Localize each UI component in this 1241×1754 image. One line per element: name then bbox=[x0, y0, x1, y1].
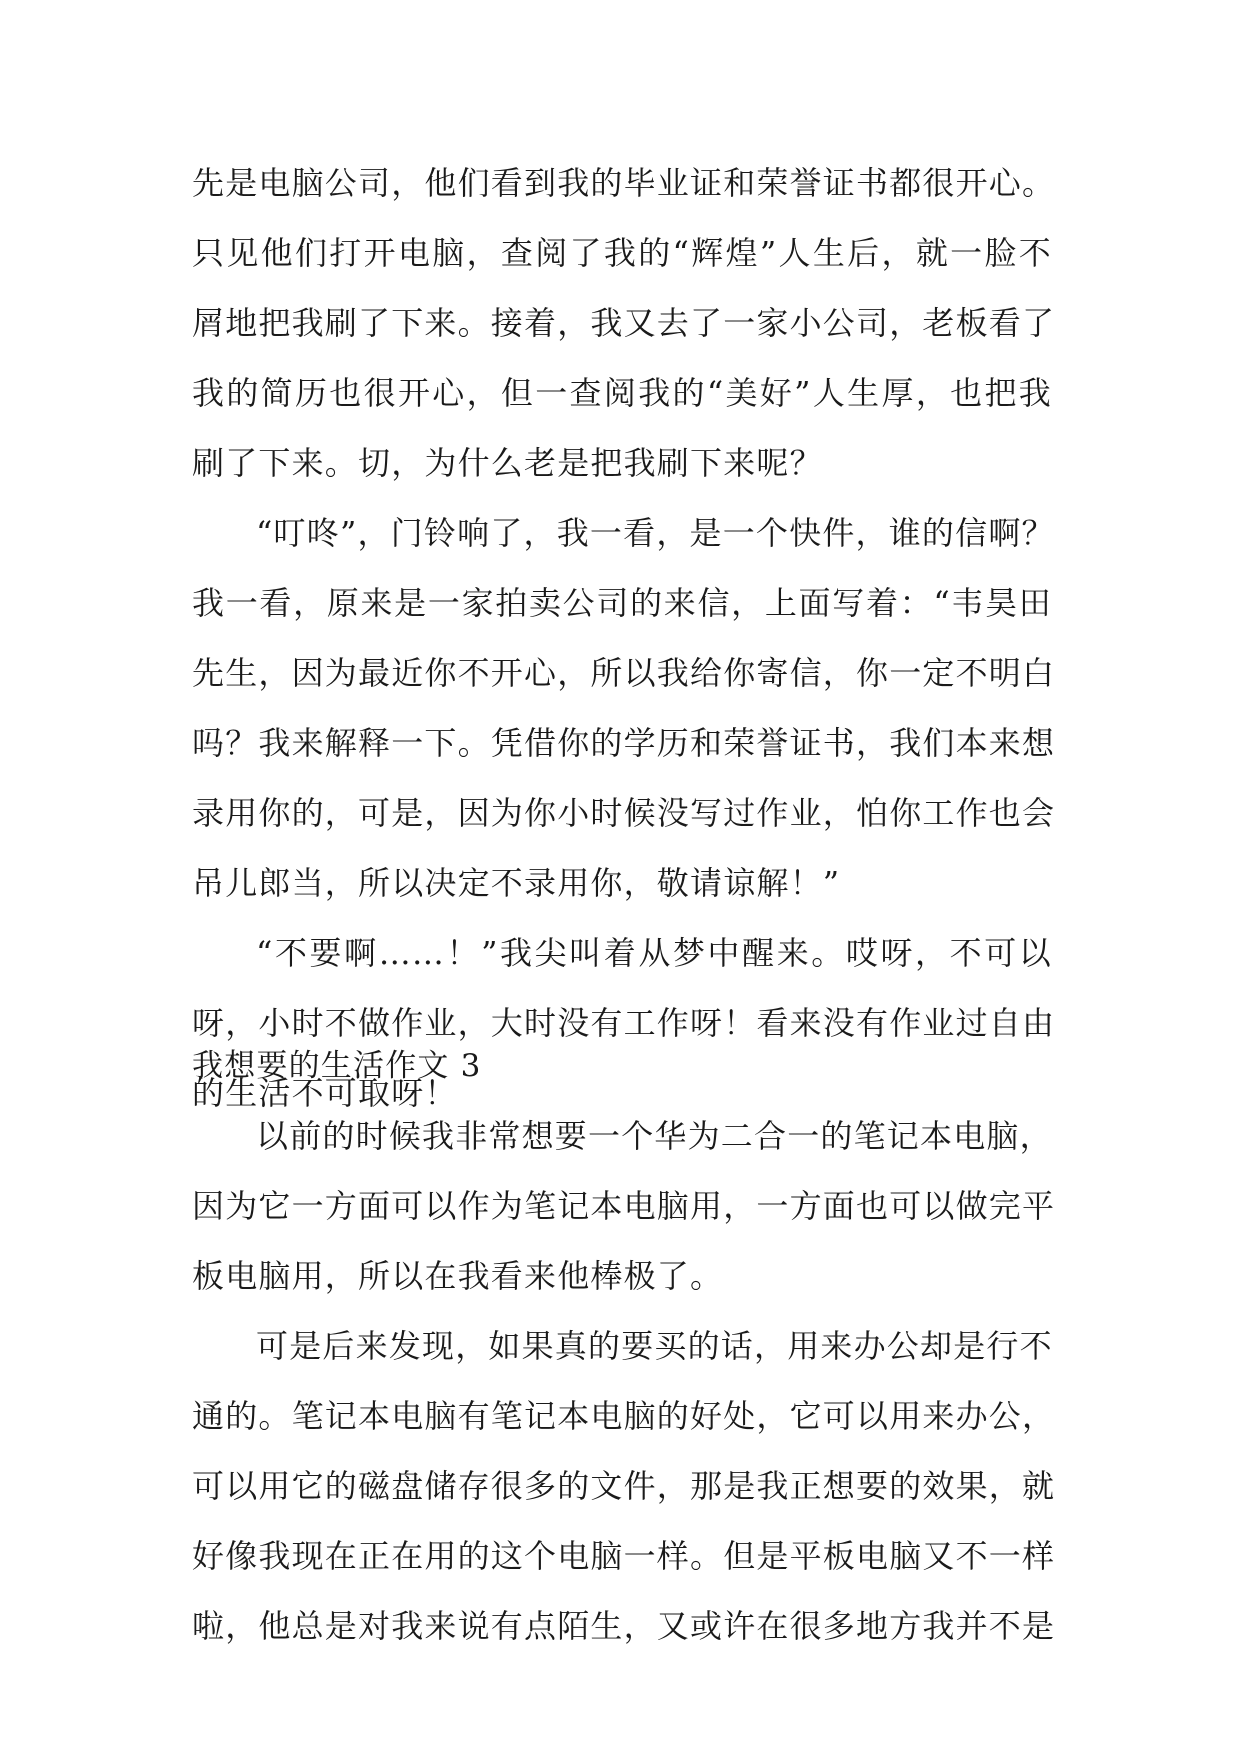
text-line: 以前的时候我非常想要一个华为二合一的笔记本电脑， bbox=[256, 1117, 1053, 1155]
section-heading: 我想要的生活作文 3 bbox=[192, 1048, 482, 1084]
text-line: 录用你的，可是，因为你小时候没写过作业，怕你工作也会 bbox=[192, 794, 1056, 832]
text-line: 先是电脑公司，他们看到我的毕业证和荣誉证书都很开心。 bbox=[192, 164, 1056, 202]
text-line: 只见他们打开电脑，查阅了我的“辉煌”人生后，就一脸不 bbox=[192, 234, 1052, 272]
text-line: 刷了下来。切，为什么老是把我刷下来呢？ bbox=[192, 444, 823, 482]
text-line: 吗？我来解释一下。凭借你的学历和荣誉证书，我们本来想 bbox=[192, 724, 1056, 762]
text-line: 我一看，原来是一家拍卖公司的来信，上面写着：“韦昊田 bbox=[192, 584, 1052, 622]
section-1-text bbox=[192, 148, 1056, 1128]
text-line: 可是后来发现，如果真的要买的话，用来办公却是行不 bbox=[256, 1327, 1053, 1365]
text-line: “不要啊……！”我尖叫着从梦中醒来。哎呀，不可以 bbox=[256, 934, 1052, 972]
text-line: 呀，小时不做作业，大时没有工作呀！看来没有作业过自由 bbox=[192, 1004, 1056, 1042]
text-line: 吊儿郎当，所以决定不录用你，敬请谅解！” bbox=[192, 864, 841, 902]
text-line: 我的简历也很开心，但一查阅我的“美好”人生厚，也把我 bbox=[192, 374, 1052, 412]
text-line: 好像我现在正在用的这个电脑一样。但是平板电脑又不一样 bbox=[192, 1537, 1056, 1575]
text-line: 可以用它的磁盘储存很多的文件，那是我正想要的效果，就 bbox=[192, 1467, 1056, 1505]
section-heading-block bbox=[192, 1031, 1052, 1101]
text-line: “叮咚”，门铃响了，我一看，是一个快件，谁的信啊？ bbox=[256, 514, 1055, 552]
text-line: 的生活不可取呀！ bbox=[192, 1074, 458, 1112]
text-line: 通的。笔记本电脑有笔记本电脑的好处，它可以用来办公， bbox=[192, 1397, 1056, 1435]
text-line: 先生，因为最近你不开心，所以我给你寄信，你一定不明白 bbox=[192, 654, 1056, 692]
text-line: 因为它一方面可以作为笔记本电脑用，一方面也可以做完平 bbox=[192, 1187, 1056, 1225]
section-2-text bbox=[192, 1101, 1056, 1661]
text-line: 板电脑用，所以在我看来他棒极了。 bbox=[192, 1257, 724, 1295]
text-line: 屑地把我刷了下来。接着，我又去了一家小公司，老板看了 bbox=[192, 304, 1056, 342]
text-line: 啦，他总是对我来说有点陌生，又或许在很多地方我并不是 bbox=[192, 1607, 1056, 1645]
